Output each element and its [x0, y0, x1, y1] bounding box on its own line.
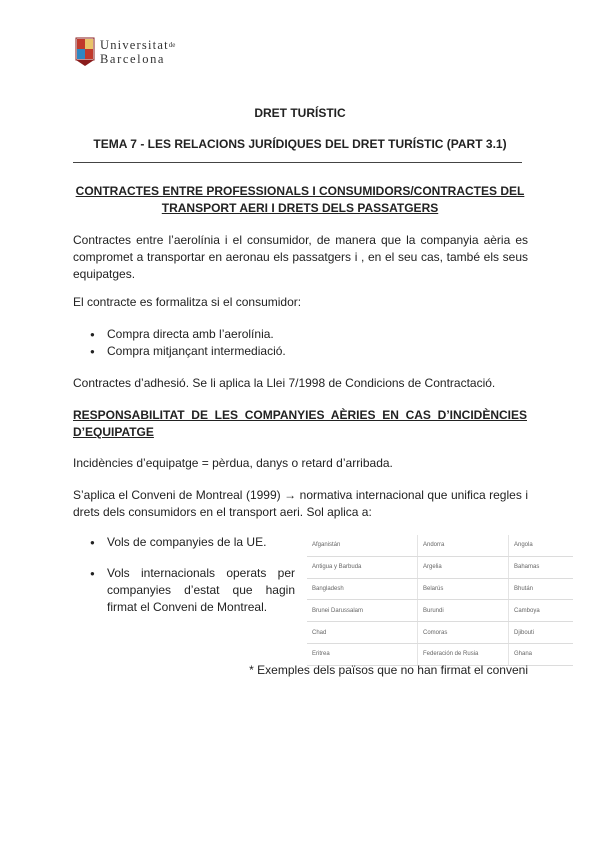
section2-paragraph1: Incidències d’equipatge = pèrdua, danys o retard d’arribada. [73, 456, 393, 470]
list-item: ● Compra directa amb l’aerolínia. [90, 326, 286, 343]
table-row [307, 643, 573, 665]
section2-paragraph2: S’aplica el Conveni de Montreal (1999) → normativa internacional que unifica regles i drets dels consumidors en el transport aeri. Sol aplica a: [73, 488, 528, 519]
list-item: ● Vols de companyies de la UE. [90, 534, 295, 551]
section1-heading-line1: CONTRACTES ENTRE PROFESSIONALS I CONSUMIDORS/CONTRACTES DEL [75, 184, 525, 198]
logo-line2: Barcelona [100, 52, 166, 66]
table-cell: Brunei Darussalam [307, 600, 418, 622]
table-cell: Angola [509, 535, 574, 556]
section1-heading-line2: TRANSPORT AERI I DRETS DELS PASSATGERS [161, 201, 439, 215]
table-cell: Eritrea [307, 643, 418, 665]
table-row [307, 556, 573, 578]
section1-paragraph3: Contractes d’adhesió. Se li aplica la Llei 7/1998 de Condicions de Contractació. [73, 376, 496, 390]
university-logo [76, 38, 175, 66]
logo-line1-small: de [168, 41, 176, 49]
table-row [307, 600, 573, 622]
table-row [307, 622, 573, 644]
table-cell: Camboya [509, 600, 574, 622]
section1-bullet-list [90, 326, 286, 360]
divider [73, 162, 522, 163]
table-cell: Burundi [418, 600, 509, 622]
table-cell: Andorra [418, 535, 509, 556]
section2-bullet-list [90, 534, 295, 616]
table-cell: Federación de Rusia [418, 643, 509, 665]
section1-paragraph2: El contracte es formalitza si el consumidor: [73, 295, 302, 309]
table-caption: * Exemples dels països que no han firmat el conveni [249, 663, 528, 677]
table-cell: Antigua y Barbuda [307, 556, 418, 578]
table-cell: Djibouti [509, 622, 574, 644]
logo-line1: Universitat [100, 38, 169, 52]
table-cell: Chad [307, 622, 418, 644]
table-cell: Ghana [509, 643, 574, 665]
document-title: DRET TURÍSTIC [254, 106, 346, 120]
section1-heading [73, 183, 527, 217]
section1-paragraph1: Contractes entre l’aerolínia i el consumidor, de manera que la companyia aèria es compromet a transportar en aeronau els passatgers i , en el seu cas, també els seus equipatges. [73, 233, 528, 281]
countries-table [307, 535, 573, 658]
coat-of-arms-icon [76, 38, 94, 66]
list-item: ● Compra mitjançant intermediació. [90, 343, 286, 360]
list-item: ● Vols internacionals operats per companyies d’estat que hagin firmat el Conveni de Montreal. [90, 565, 295, 616]
table-row [307, 535, 573, 556]
table-cell: Comoras [418, 622, 509, 644]
document-subtitle: TEMA 7 - LES RELACIONS JURÍDIQUES DEL DRET TURÍSTIC (PART 3.1) [93, 137, 507, 151]
table-cell: Belarús [418, 578, 509, 600]
table-cell: Bhután [509, 578, 574, 600]
table-cell: Bahamas [509, 556, 574, 578]
table-cell: Afganistán [307, 535, 418, 556]
table-cell: Argelia [418, 556, 509, 578]
table-cell: Bangladesh [307, 578, 418, 600]
table-row [307, 578, 573, 600]
section2-heading: RESPONSABILITAT DE LES COMPANYIES AÈRIES EN CAS D’INCIDÈNCIES D’EQUIPATGE [73, 408, 527, 439]
